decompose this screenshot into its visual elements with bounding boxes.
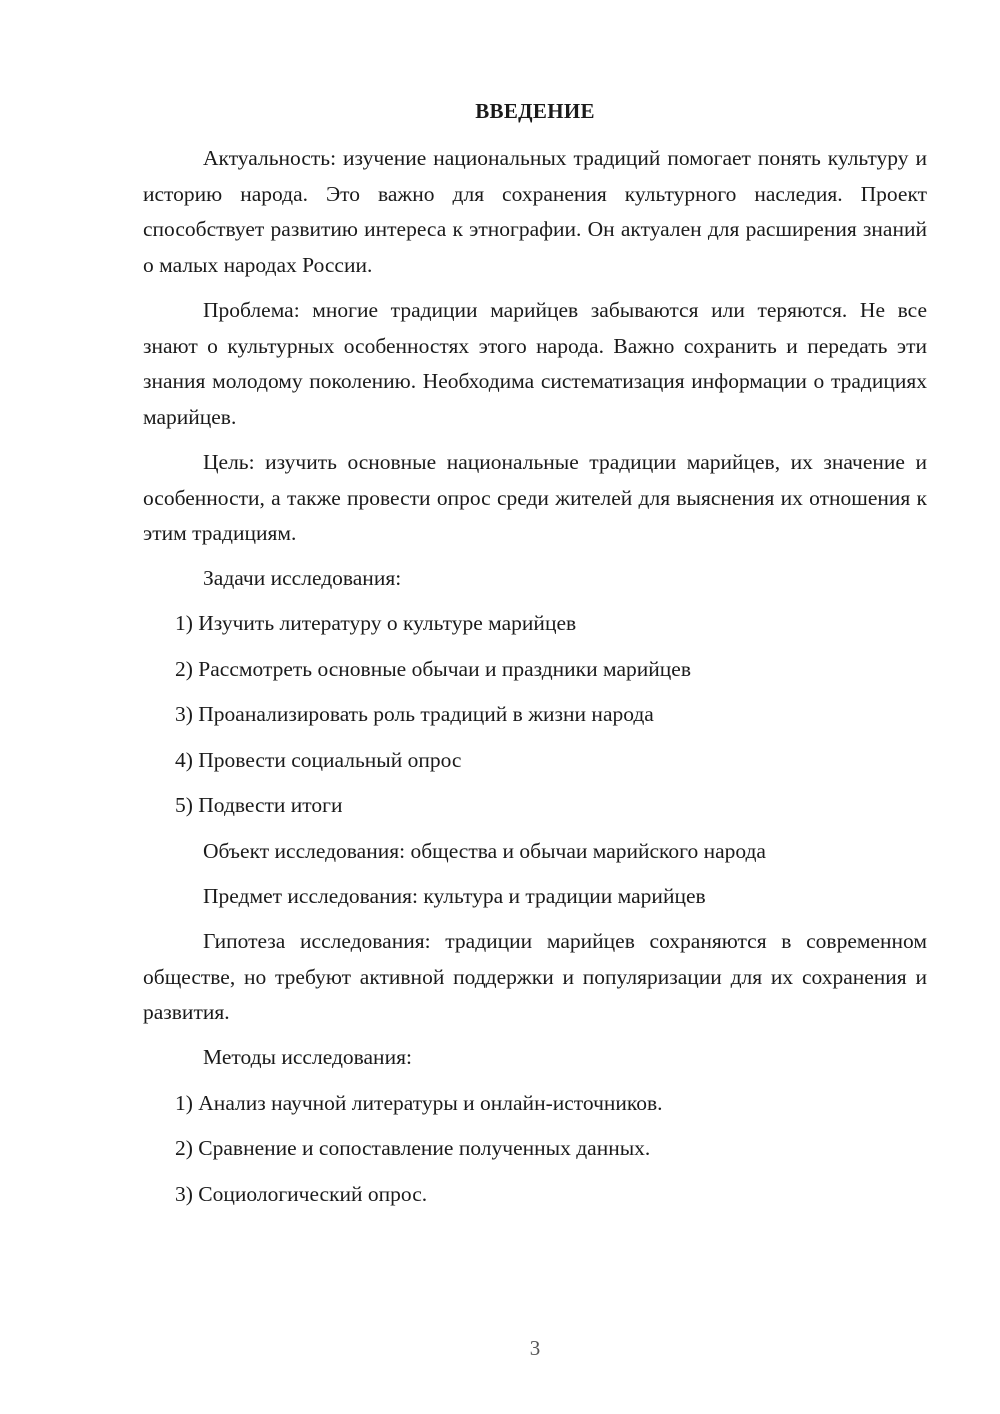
paragraph-goal: Цель: изучить основные национальные традиции марийцев, их значение и особенности, а также провести опрос среди жителей для выяснения их отношения к этим традициям.	[143, 450, 927, 546]
page-number: 3	[529, 1336, 541, 1360]
task-item: 1) Изучить литературу о культуре марийцев	[175, 611, 577, 635]
research-object: Объект исследования: общества и обычаи марийского народа	[203, 839, 766, 863]
tasks-heading: Задачи исследования:	[203, 566, 402, 590]
method-item: 3) Социологический опрос.	[175, 1182, 428, 1206]
task-item: 5) Подвести итоги	[175, 793, 343, 817]
methods-heading: Методы исследования:	[203, 1045, 412, 1069]
task-item: 4) Провести социальный опрос	[175, 748, 462, 772]
paragraph-relevance: Актуальность: изучение национальных традиций помогает понять культуру и историю народа. Это важно для сохранения культурного наследия. Проект способствует развитию интереса к этнографии. Он актуален для расширения знаний о малых народах России.	[143, 146, 927, 277]
task-item: 2) Рассмотреть основные обычаи и праздники марийцев	[175, 657, 691, 681]
paragraph-problem: Проблема: многие традиции марийцев забываются или теряются. Не все знают о культурных особенностях этого народа. Важно сохранить и передать эти знания молодому поколению. Необходима систематизация информации о традициях марийцев.	[143, 298, 927, 429]
paragraph-hypothesis: Гипотеза исследования: традиции марийцев сохраняются в современном обществе, но требуют активной поддержки и популяризации для их сохранения и развития.	[143, 929, 927, 1025]
page-title: ВВЕДЕНИЕ	[475, 99, 595, 123]
research-subject: Предмет исследования: культура и традиции марийцев	[203, 884, 706, 908]
method-item: 1) Анализ научной литературы и онлайн-источников.	[175, 1091, 663, 1115]
method-item: 2) Сравнение и сопоставление полученных данных.	[175, 1136, 651, 1160]
task-item: 3) Проанализировать роль традиций в жизни народа	[175, 702, 654, 726]
